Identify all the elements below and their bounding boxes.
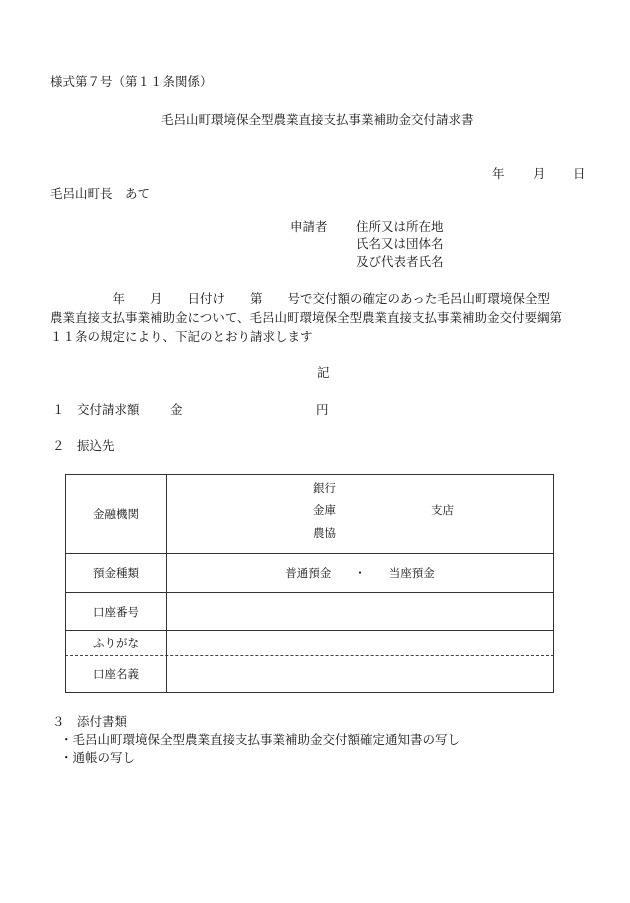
- applicant-name: 氏名又は団体名: [356, 236, 444, 251]
- applicant-representative: 及び代表者氏名: [356, 254, 444, 269]
- account-number-label: 口座番号: [93, 604, 139, 619]
- body-line-3: １１条の規定により、下記のとおり請求します: [50, 329, 313, 344]
- date-month: 月: [533, 166, 546, 181]
- date-year: 年: [492, 166, 505, 181]
- applicant-address: 住所又は所在地: [356, 219, 444, 234]
- form-number: 様式第７号（第１１条関係）: [50, 74, 213, 89]
- item1-number: １: [52, 402, 65, 417]
- item1-label: 交付請求額: [77, 402, 140, 417]
- deposit-type-label: 預金種類: [93, 566, 139, 580]
- table-border-bottom: [65, 692, 554, 693]
- account-name-label: 口座名義: [93, 667, 139, 681]
- date-day: 日: [573, 166, 586, 181]
- institution-label: 金融機関: [93, 507, 139, 521]
- item3-number: ３: [52, 714, 65, 729]
- item1-yen: 円: [316, 402, 329, 417]
- furigana-label: ふりがな: [93, 636, 139, 650]
- table-border-right: [553, 474, 554, 692]
- account-number-input[interactable]: [167, 593, 553, 630]
- account-name-input[interactable]: [167, 656, 553, 692]
- item1-kin: 金: [170, 402, 183, 417]
- attachment-item: ・毛呂山町環境保全型農業直接支払事業補助金交付額確定通知書の写し: [60, 732, 461, 747]
- institution-input[interactable]: [167, 475, 553, 553]
- item2-label: 振込先: [77, 438, 115, 453]
- item3-label: 添付書類: [77, 714, 128, 729]
- institution-branch: 支店: [431, 503, 454, 517]
- applicant-label: 申請者: [290, 219, 328, 234]
- ki-heading: 記: [317, 365, 330, 380]
- institution-shinkin: 金庫: [313, 503, 336, 517]
- item2-number: ２: [52, 438, 65, 453]
- body-line-1: 年 月 日付け 第 号で交付額の確定のあった毛呂山町環境保全型: [75, 291, 550, 306]
- institution-nokyo: 農協: [313, 526, 336, 540]
- furigana-input[interactable]: [167, 631, 553, 655]
- document-title: 毛呂山町環境保全型農業直接支払事業補助金交付請求書: [161, 112, 474, 127]
- attachment-item: ・通帳の写し: [60, 750, 136, 765]
- addressee: 毛呂山町長 あて: [50, 186, 151, 201]
- deposit-type-options[interactable]: 普通預金 ・ 当座預金: [285, 566, 435, 580]
- body-line-2: 農業直接支払事業補助金について、毛呂山町環境保全型農業直接支払事業補助金交付要綱第: [50, 310, 563, 325]
- institution-bank: 銀行: [313, 481, 336, 495]
